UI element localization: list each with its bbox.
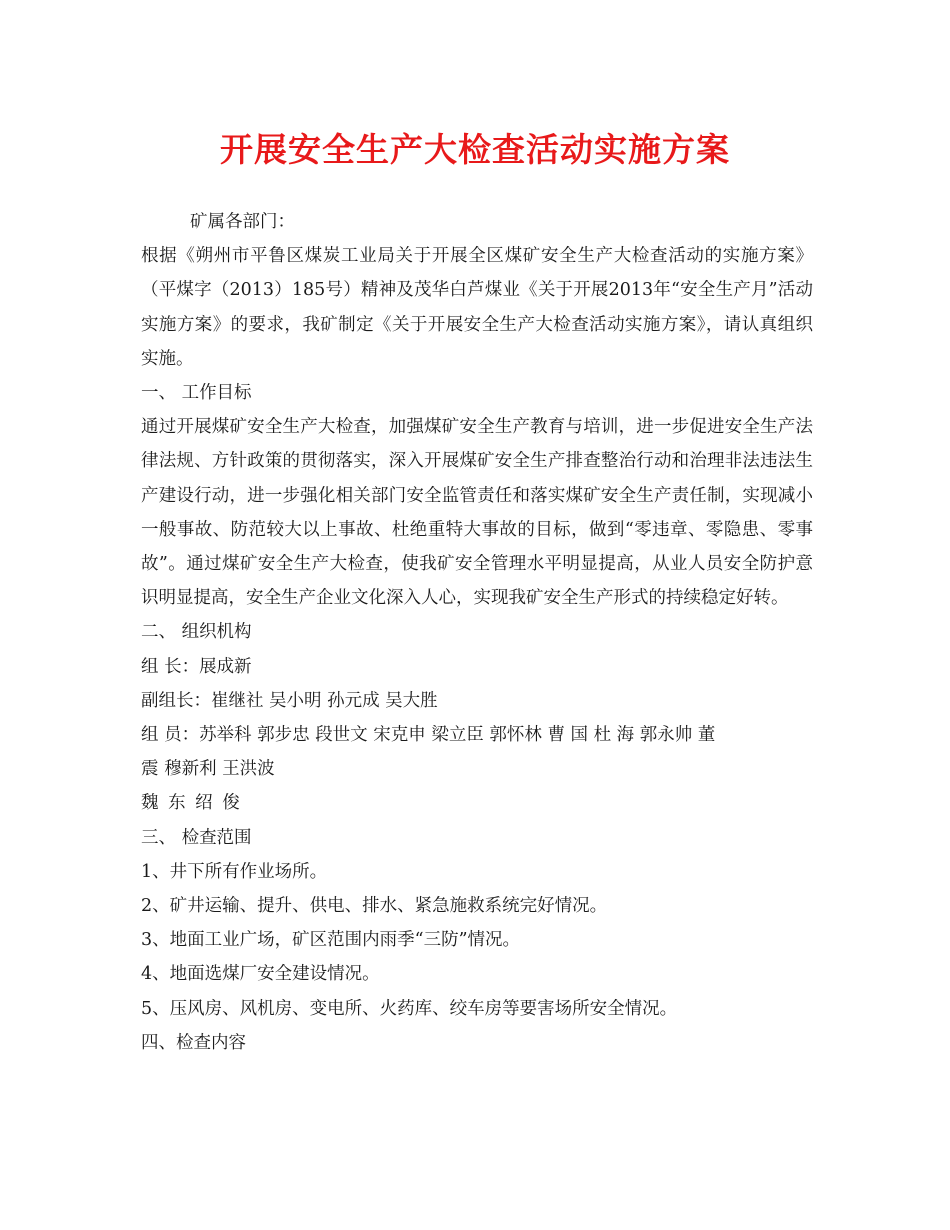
document-title: 开展安全生产大检查活动实施方案 <box>220 130 730 169</box>
scope-item: 2、矿井运输、提升、供电、排水、紧急施救系统完好情况。 <box>141 896 608 917</box>
scope-item: 4、地面选煤厂安全建设情况。 <box>141 964 380 985</box>
goals-paragraph: 通过开展煤矿安全生产大检查，加强煤矿安全生产教育与培训，进一步促进安全生产法律法规、方针政策的贯彻落实，深入开展煤矿安全生产排查整治行动和治理非法违法生产建设行动，进一步强化相关部门安全监管责任和落实煤矿安全生产责任制，实现减小一般事故、防范较大以上事故、杜绝重特大事故的目标，做到“零违章、零隐患、零事故”。通过煤矿安全生产大检查，使我矿安全管理水平明显提高，从业人员安全防护意识明显提高，安全生产企业文化深入人心，实现我矿安全生产形式的持续稳定好转。 <box>141 417 813 609</box>
members-line-2: 震 穆新利 王洪波 <box>141 759 275 780</box>
document-body <box>141 205 813 1060</box>
section-heading-scope: 三、 检查范围 <box>141 827 252 848</box>
salutation: 矿属各部门： <box>190 212 295 232</box>
members-line-3: 魏 东 绍 俊 <box>141 793 242 814</box>
scope-item: 5、压风房、风机房、变电所、火药库、绞车房等要害场所安全情况。 <box>141 998 678 1019</box>
deputy-leaders: 副组长：崔继社 吴小明 孙元成 吴大胜 <box>141 690 438 711</box>
intro-paragraph: 根据《朔州市平鲁区煤炭工业局关于开展全区煤矿安全生产大检查活动的实施方案》（平煤字（2013）185号）精神及茂华白芦煤业《关于开展2013年“安全生产月”活动实施方案》的要求，我矿制定《关于开展安全生产大检查活动实施方案》，请认真组织实施。 <box>141 246 813 369</box>
section-heading-goals: 一、 工作目标 <box>141 383 252 404</box>
section-heading-contents: 四、检查内容 <box>141 1032 246 1053</box>
members-line-1: 组 员：苏举科 郭步忠 段世文 宋克申 梁立臣 郭怀林 曹 国 杜 海 郭永帅 董 <box>141 725 716 746</box>
scope-item: 3、地面工业广场，矿区范围内雨季“三防”情况。 <box>141 930 521 951</box>
scope-item: 1、井下所有作业场所。 <box>141 861 328 882</box>
section-heading-organization: 二、 组织机构 <box>141 622 252 643</box>
group-leader: 组 长：展成新 <box>141 656 252 677</box>
